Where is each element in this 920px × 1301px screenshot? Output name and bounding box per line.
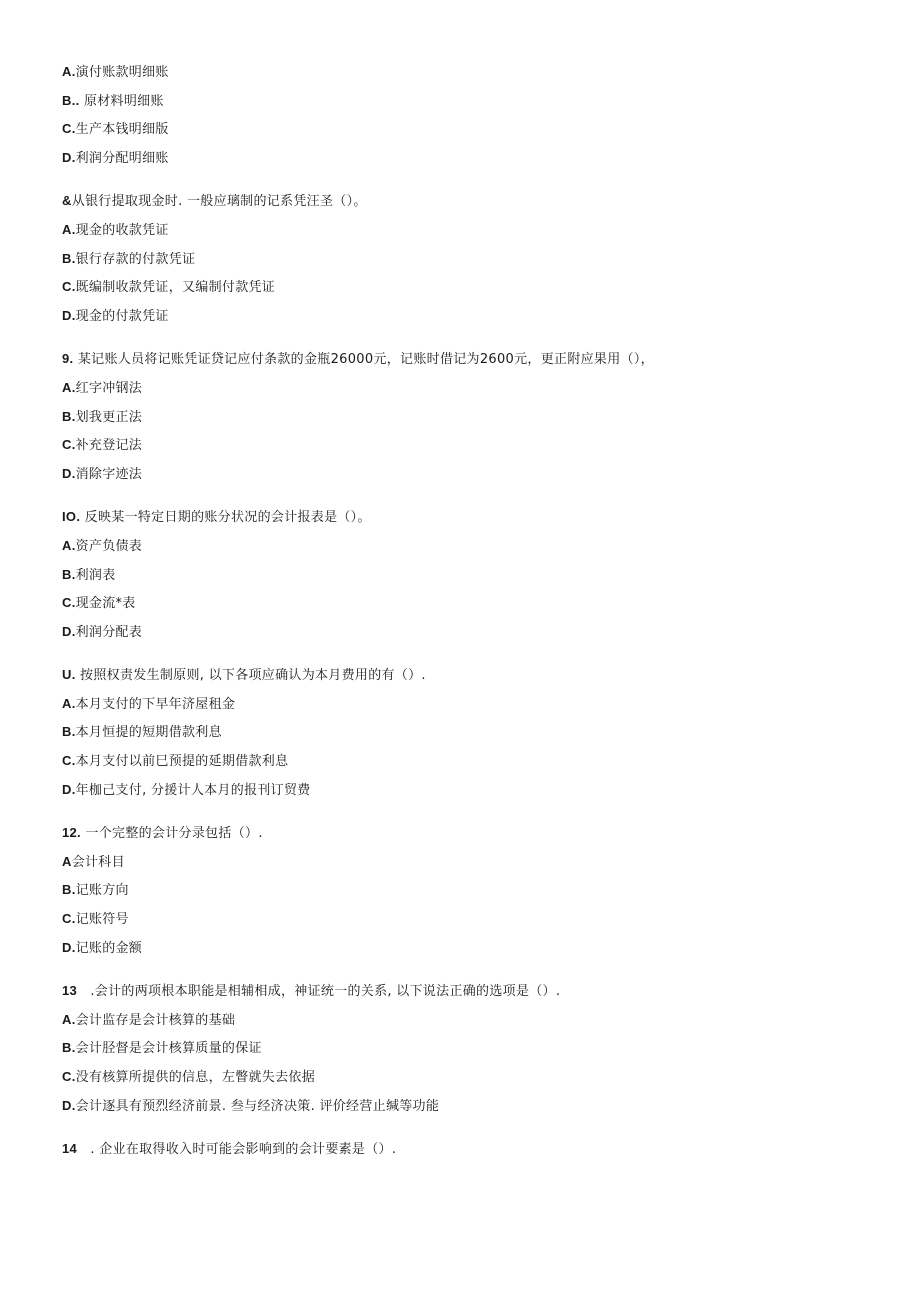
option-c: C.本月支付以前巳预提的延期借款利息 <box>62 753 289 770</box>
question-block-9 <box>62 345 882 488</box>
question-text: 13 .会计的两项根本职能是相辅相成，神证统一的关系, 以下说法正确的选项是（）. <box>62 983 561 1000</box>
option-c: C.生产本钱明细版 <box>62 121 169 138</box>
option-d: D.消除字迹法 <box>62 465 143 482</box>
option-b: B.划我更正法 <box>62 408 143 425</box>
option-b: B.利润表 <box>62 566 116 583</box>
question-text: U. 按照权责发生制原则, 以下各项应确认为本月费用的有（）. <box>62 667 426 684</box>
question-block-12 <box>62 819 882 962</box>
question-block-13 <box>62 977 882 1120</box>
option-b: B.银行存款的付款凭证 <box>62 250 196 267</box>
question-block-14 <box>62 1135 882 1164</box>
option-b: B.记账方向 <box>62 882 129 899</box>
option-c: C.现金流*表 <box>62 595 136 612</box>
option-d: D.年枷己支付, 分援计人本月的报刊订贸费 <box>62 781 311 798</box>
option-a: A.会计监存是会计核算的基础 <box>62 1011 236 1028</box>
option-a: A.红字冲钢法 <box>62 379 143 396</box>
question-text: 9. 某记账人员将记账凭证贷记应付条款的金瓶26000元，记账时借记为2600元，更正附应果用（）， <box>62 351 654 368</box>
question-block-11 <box>62 661 882 804</box>
option-c: C.既编制收款凭证，又编制付款凭证 <box>62 279 276 296</box>
option-d: D.记账的金额 <box>62 939 143 956</box>
question-text: IO. 反映某一特定日期的账分状况的会计报表是（）。 <box>62 509 371 526</box>
option-c: C.没有核算所提供的信息，左瞥就失去依据 <box>62 1069 316 1085</box>
option-a: A会计科目 <box>62 853 125 870</box>
option-a: A.本月支付的下早年济屋租金 <box>62 695 236 712</box>
question-text: 14 . 企业在取得收入时可能会影响到的会计要素是（）. <box>62 1141 397 1158</box>
option-d: D.利润分配明细账 <box>62 149 169 166</box>
option-b: B.本月恒提的短期借款利息 <box>62 724 222 741</box>
question-block-8 <box>62 187 882 330</box>
option-a: A.现金的收款凭证 <box>62 221 169 238</box>
question-block-10 <box>62 503 882 646</box>
option-a: A.资产负债表 <box>62 537 143 554</box>
option-a: A.演付账款明细账 <box>62 64 169 80</box>
option-b: B.会计胫督是会计核算质量的保证 <box>62 1040 262 1057</box>
option-c: C.补充登记法 <box>62 437 143 454</box>
option-d: D.会计逐具有预烈经济前景. 叁与经济决策. 评价经营止缄等功能 <box>62 1097 440 1114</box>
option-b: B.. 原材料明细账 <box>62 92 164 109</box>
question-text: &从银行提取现金时. 一般应璃制的记系凭汪圣（）。 <box>62 193 367 210</box>
option-d: D.利润分配表 <box>62 623 143 640</box>
question-text: 12. 一个完整的会计分录包括（）. <box>62 825 263 842</box>
document-page <box>62 58 882 1179</box>
question-block-7 <box>62 58 882 172</box>
option-c: C.记账符号 <box>62 911 129 928</box>
option-d: D.现金的付款凭证 <box>62 307 169 324</box>
